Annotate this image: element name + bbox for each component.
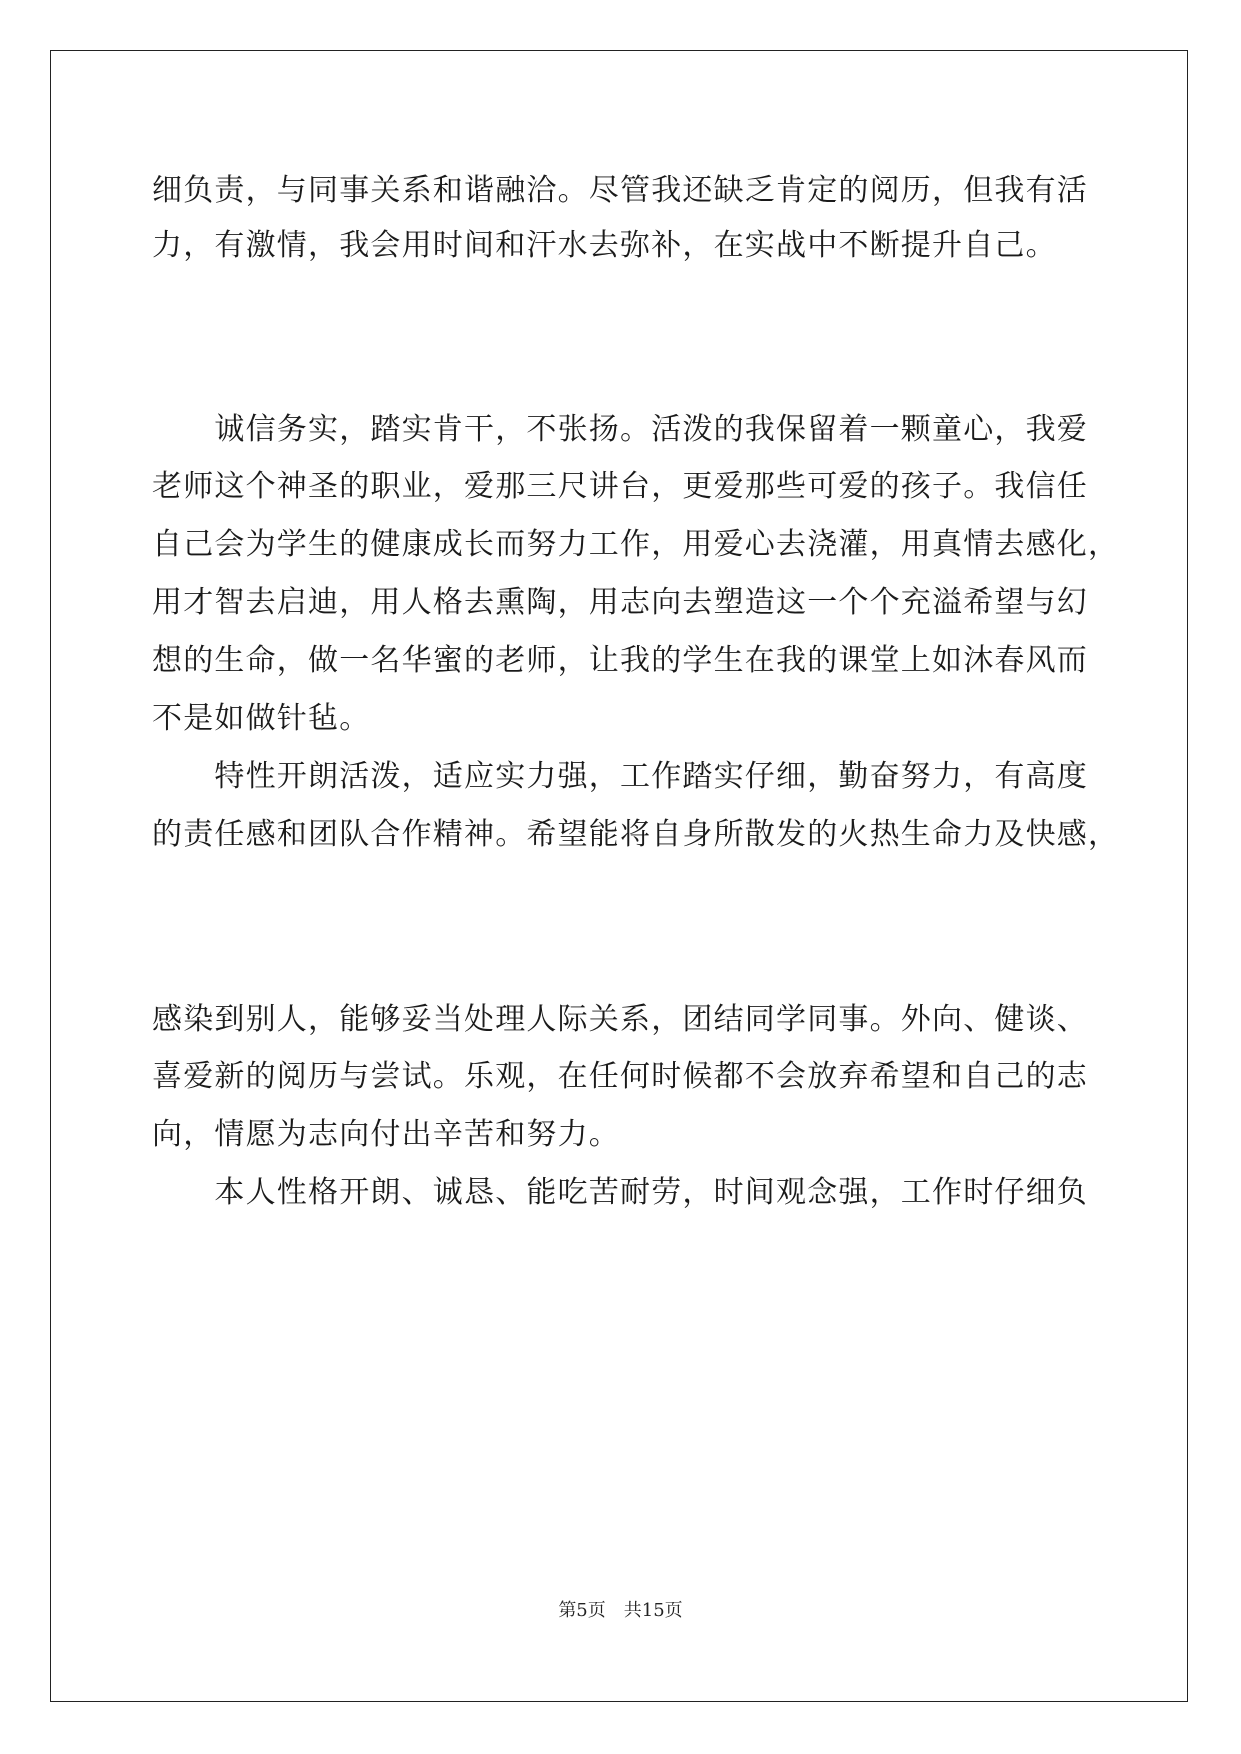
text-line: 细负责，与同事关系和谐融洽。尽管我还缺乏肯定的阅历，但我有活 [152, 173, 1088, 208]
text-line: 向，情愿为志向付出辛苦和努力。 [152, 1117, 620, 1152]
text-line: 特性开朗活泼，适应实力强，工作踏实仔细，勤奋努力，有高度 [152, 759, 1088, 794]
text-line: 本人性格开朗、诚恳、能吃苦耐劳，时间观念强，工作时仔细负 [152, 1175, 1088, 1210]
text-line: 自己会为学生的健康成长而努力工作，用爱心去浇灌，用真情去感化， [152, 527, 1120, 562]
text-line: 不是如做针毡。 [152, 701, 371, 736]
page-border [50, 50, 1188, 1702]
text-line: 的责任感和团队合作精神。希望能将自身所散发的火热生命力及快感， [152, 817, 1120, 852]
text-line: 力，有激情，我会用时间和汗水去弥补，在实战中不断提升自己。 [152, 228, 1057, 263]
text-line: 想的生命，做一名华蜜的老师，让我的学生在我的课堂上如沐春风而 [152, 643, 1088, 678]
text-line: 诚信务实，踏实肯干，不张扬。活泼的我保留着一颗童心，我爱 [152, 412, 1088, 447]
text-line: 喜爱新的阅历与尝试。乐观，在任何时候都不会放弃希望和自己的志 [152, 1059, 1088, 1094]
text-line: 用才智去启迪，用人格去熏陶，用志向去塑造这一个个充溢希望与幻 [152, 585, 1088, 620]
page-number-footer: 第5页 共15页 [558, 1600, 683, 1621]
text-line: 老师这个神圣的职业，爱那三尺讲台，更爱那些可爱的孩子。我信任 [152, 469, 1088, 504]
text-line: 感染到别人，能够妥当处理人际关系，团结同学同事。外向、健谈、 [152, 1002, 1088, 1037]
